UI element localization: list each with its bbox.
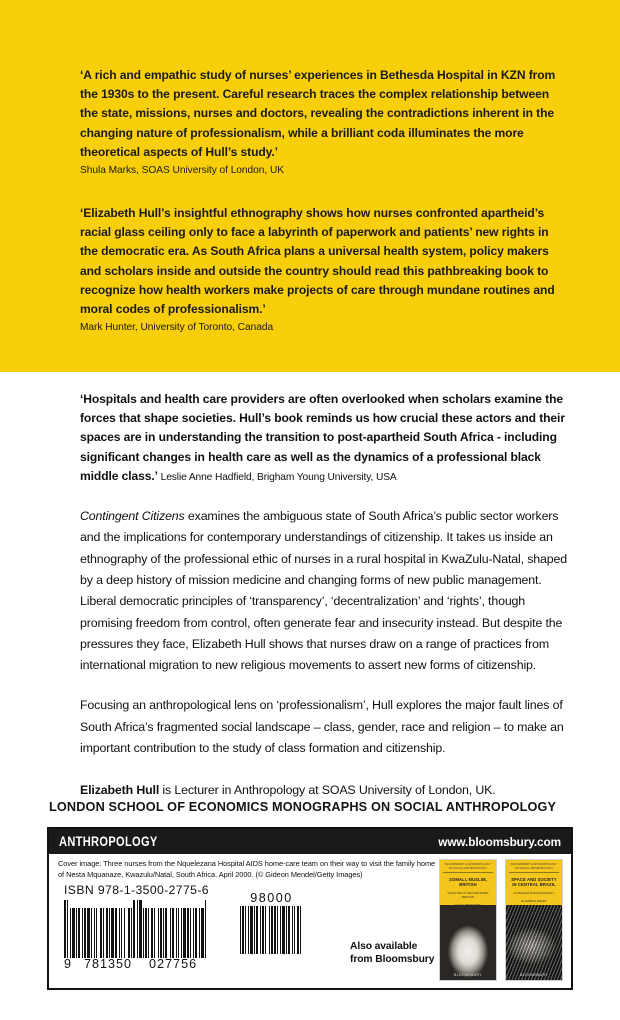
- related-book-2-publisher: BLOOMSBURY: [520, 973, 548, 977]
- publisher-website-link[interactable]: www.bloomsbury.com: [438, 834, 561, 849]
- related-book-1-photo: [440, 905, 496, 980]
- barcode-digit-group-1: 781350: [84, 957, 133, 971]
- author-bio-line: [80, 780, 568, 801]
- related-book-thumbnail-2[interactable]: [505, 859, 563, 981]
- publisher-footer-panel: [47, 827, 573, 990]
- endorsement-block-1: [80, 66, 558, 178]
- related-books-thumbnails: [439, 859, 563, 981]
- related-book-2-subtitle: A PANARÁ ETHNOGRAPHY: [513, 890, 555, 895]
- endorsement-attribution-2: Mark Hunter, University of Toronto, Canada: [80, 322, 274, 334]
- author-name: Elizabeth Hull: [80, 783, 160, 798]
- footer-body: [49, 854, 571, 988]
- cover-image-credit: Cover image: Three nurses from the Nquelezana Hospital AIDS home-care team on their way to visit the family home of Nesta Mquanaze, Kwazulu/Natal, South Africa. April 2000. (© Gideon Mendel/Getty Images): [58, 859, 436, 879]
- endorsement-attribution-1: Shula Marks, SOAS University of London, UK: [80, 165, 285, 177]
- barcode-digit-group-2: 027756: [149, 957, 198, 971]
- endorsement-block-2: [80, 204, 558, 335]
- subject-category-label: ANTHROPOLOGY: [59, 834, 158, 849]
- related-book-1-subtitle: STRIVING IN SECURITIZED BRITAIN: [447, 890, 489, 899]
- subject-bar: [49, 829, 571, 854]
- also-available-line-2: from Bloomsbury: [350, 954, 435, 965]
- isbn-barcode: [64, 900, 208, 971]
- author-bio-text: is Lecturer in Anthropology at SOAS University of London, UK.: [159, 783, 496, 798]
- description-container: [0, 372, 620, 802]
- related-book-1-title: SOMALI, MUSLIM, BRITISH: [449, 876, 487, 888]
- related-book-2-top: [506, 860, 562, 905]
- endorsement-attribution-3-text: Leslie Anne Hadfield, Brigham Young University, USA: [160, 471, 397, 483]
- barcode-addon-digits: 98000: [250, 891, 293, 905]
- related-book-1-top: [440, 860, 496, 905]
- book-description-paragraph-1: [80, 506, 568, 676]
- book-title-italic: Contingent Citizens: [80, 509, 185, 524]
- also-available-line-1: Also available: [350, 941, 418, 952]
- barcode-digit-lead: 9: [64, 957, 73, 971]
- book-description-paragraph-1-text: examines the ambiguous state of South Africa’s public sector workers and the implications for contemporary understandings of citizenship. It takes us inside an ethnography of the professional ethic of nurses in a rural hospital in KwaZulu-Natal, shaped by a deep history of mission medicine and changing forms of new public management. Liberal democratic principles of ‘transparency’, ‘decentralization’ and ‘rights’, though promising freedom from control, often generate fear and insecurity instead. But despite the pressures they face, Elizabeth Hull shows that nurses draw on a range of practices from international migration to new religious movements to assert new forms of citizenship.: [80, 509, 567, 673]
- endorsement-quote-3: ‘Hospitals and health care providers are often overlooked when scholars examine the forces that shape societies. Hull’s book reminds us how crucial these actors and their spaces are in understanding the transition to post-apartheid South Africa - including significant changes in health care as well as the dynamics of a professional black middle class.’: [80, 392, 565, 483]
- related-book-2-photo: [506, 905, 562, 980]
- endorsement-quote-1: ‘A rich and empathic study of nurses’ experiences in Bethesda Hospital in KZN from the 1930s to the present. Careful research traces the complex relationship between the state, missions, nurses and doctors, revealing the contradictions inherent in the changing nature of professionalism, while a brilliant coda illuminates the more theoretical aspects of Hull’s study.’: [80, 68, 556, 159]
- book-description-paragraph-2: Focusing an anthropological lens on ‘professionalism’, Hull explores the major fault lines of South Africa’s fragmented social landscape – class, gender, race and religion – to make an important contribution to the study of class formation and citizenship.: [80, 698, 564, 755]
- endorsements-band: [0, 0, 620, 372]
- endorsement-quote-2: ‘Elizabeth Hull’s insightful ethnography shows how nurses confronted apartheid’s racial glass ceiling only to face a labyrinth of paperwork and patients’ new rights in the democratic era. As South Africa plans a universal health system, policy makers and scholars inside and outside the country should read this pathbreaking book to recognize how health workers make projects of care through mundane routines and moral codes of professionalism.’: [80, 206, 555, 317]
- related-book-thumbnail-1[interactable]: [439, 859, 497, 981]
- series-strapline: LONDON SCHOOL OF ECONOMICS MONOGRAPHS ON SOCIAL ANTHROPOLOGY: [49, 800, 557, 814]
- endorsement-attribution-3: [158, 472, 397, 483]
- related-book-2-author: ELIZABETH EWART: [521, 899, 547, 903]
- barcode-bars: [64, 900, 208, 958]
- barcode-digits: [64, 957, 208, 971]
- description-section: [0, 372, 620, 802]
- related-book-2-series: BLOOMSBURY & ANTHROPOLOGY OF SOCIAL ANTHROPOLOGY: [509, 863, 559, 873]
- related-book-1-series: BLOOMSBURY & ANTHROPOLOGY OF SOCIAL ANTHROPOLOGY: [443, 863, 493, 873]
- endorsement-block-3: [80, 390, 568, 487]
- related-book-2-title: SPACE AND SOCIETY IN CENTRAL BRAZIL: [511, 876, 557, 888]
- endorsements-container: [0, 0, 620, 335]
- related-book-1-publisher: BLOOMSBURY: [454, 973, 482, 977]
- barcode-addon: [240, 891, 303, 954]
- isbn-text: ISBN 978-1-3500-2775-6: [64, 883, 209, 897]
- barcode-addon-bars: [240, 906, 303, 954]
- also-available-label: [350, 940, 434, 966]
